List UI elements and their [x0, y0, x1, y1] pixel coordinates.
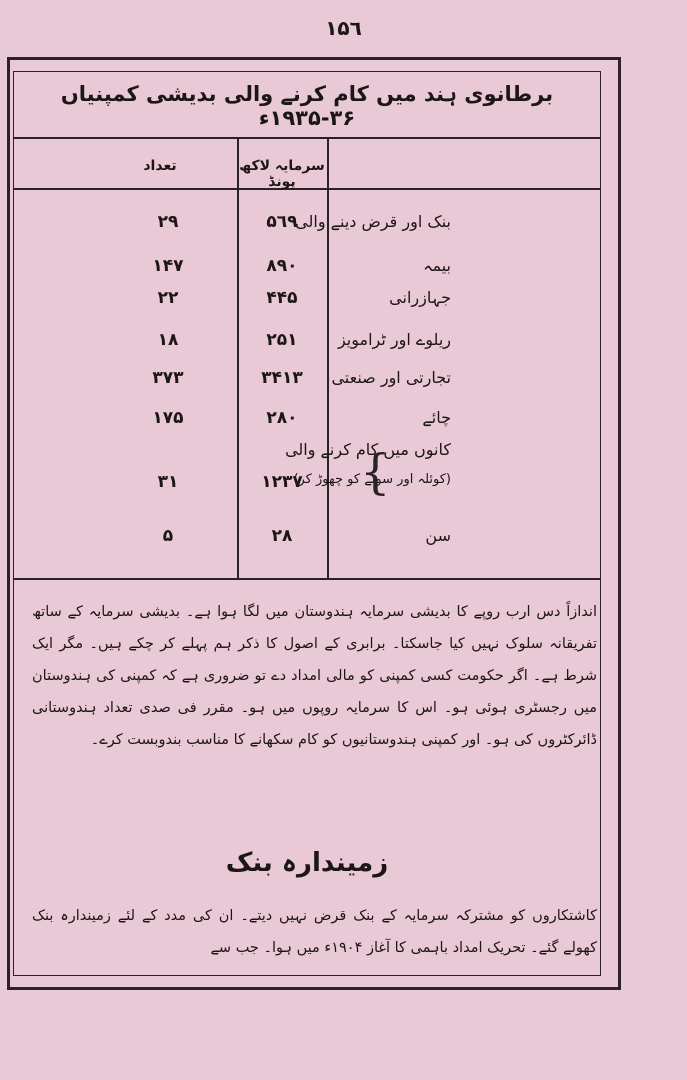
row-capital: ۲۵١ — [266, 330, 298, 350]
row-capital: ۴۴۵ — [266, 288, 298, 308]
column-header-count: تعداد — [143, 158, 177, 174]
table-row-continued — [13, 472, 601, 502]
row-capital: ۳۴١۳ — [261, 368, 303, 388]
table-row — [13, 212, 601, 242]
grouping-brace: { — [360, 444, 391, 500]
row-label: سن — [425, 526, 451, 545]
row-count: ۲۹ — [157, 212, 179, 232]
table-row — [13, 440, 601, 470]
row-capital: ۸۹۰ — [266, 256, 298, 276]
page-frame-inner — [13, 71, 601, 976]
row-note: (کوئلہ اور سونے کو چھوڑ کر) — [293, 472, 451, 487]
page-number: ١۵٦ — [325, 16, 362, 40]
table-row — [13, 368, 601, 398]
row-count: ١۴٧ — [152, 256, 184, 276]
row-capital: ١۲۳٧ — [261, 472, 303, 492]
row-capital: ۵٦۹ — [266, 212, 298, 232]
table-row — [13, 408, 601, 438]
row-label: تجارتی اور صنعتی — [331, 368, 451, 387]
row-count: ۲۲ — [157, 288, 179, 308]
row-label: چائے — [422, 408, 451, 427]
table-row — [13, 288, 601, 318]
table-top-rule — [13, 137, 601, 139]
row-label: بیمہ — [423, 256, 451, 275]
section-heading: زمیندارہ بنک — [225, 848, 389, 878]
row-capital: ۲٨۰ — [266, 408, 298, 428]
row-count: ١٧۵ — [152, 408, 184, 428]
table-row — [13, 330, 601, 360]
column-header-capital: سرمایہ لاکھ پونڈ — [239, 158, 325, 190]
row-count: ١٨ — [157, 330, 179, 350]
row-label: بنک اور قرض دینے والی — [295, 212, 451, 231]
body-paragraph: کاشتکاروں کو مشترکہ سرمایہ کے بنک قرض نہیں دیتے۔ ان کی مدد کے لئے زمیندارہ بنک کھولے گئے۔ تحریک امداد باہمی کا آغاز ١۹۰۴ء میں ہوا۔ جب سے — [32, 908, 597, 956]
table-bottom-rule — [13, 578, 601, 580]
row-count: ۳٧۳ — [152, 368, 184, 388]
row-capital: ۲٨ — [271, 526, 293, 546]
table-title: برطانوی ہند میں کام کرنے والی بدیشی کمپنیاں ۳۶-۱۹۳۵ء — [60, 82, 554, 130]
table-row — [13, 256, 601, 286]
row-label: جہازرانی — [389, 288, 451, 307]
row-count: ۵ — [162, 526, 174, 546]
table-row — [13, 526, 601, 556]
row-label: ریلوے اور ٹرامویز — [337, 330, 451, 349]
body-paragraph: اندازاً دس ارب روپے کا بدیشی سرمایہ ہندوستان میں لگا ہوا ہے۔ بدیشی سرمایہ کے ساتھ تفریقانہ سلوک نہیں کیا جاسکتا۔ برابری کے اصول کا ذکر ہم پہلے کر چکے ہیں۔ مگر ایک شرط ہے۔ اگر حکومت کسی کمپنی کو مالی امداد دے تو ضروری ہے کہ کمپنی کی ہندوستان میں رجسٹری ہوئی ہو۔ اس کا سرمایہ روپوں میں ہو۔ مقرر فی صدی تعداد ہندوستانی ڈائرکٹروں کی ہو۔ اور کمپنی ہندوستانیوں کو کام سکھانے کا مناسب بندوبست کرے۔ — [32, 604, 597, 748]
row-count: ۳١ — [157, 472, 179, 492]
row-label: کانوں میں کام کرنے والی — [285, 440, 451, 459]
